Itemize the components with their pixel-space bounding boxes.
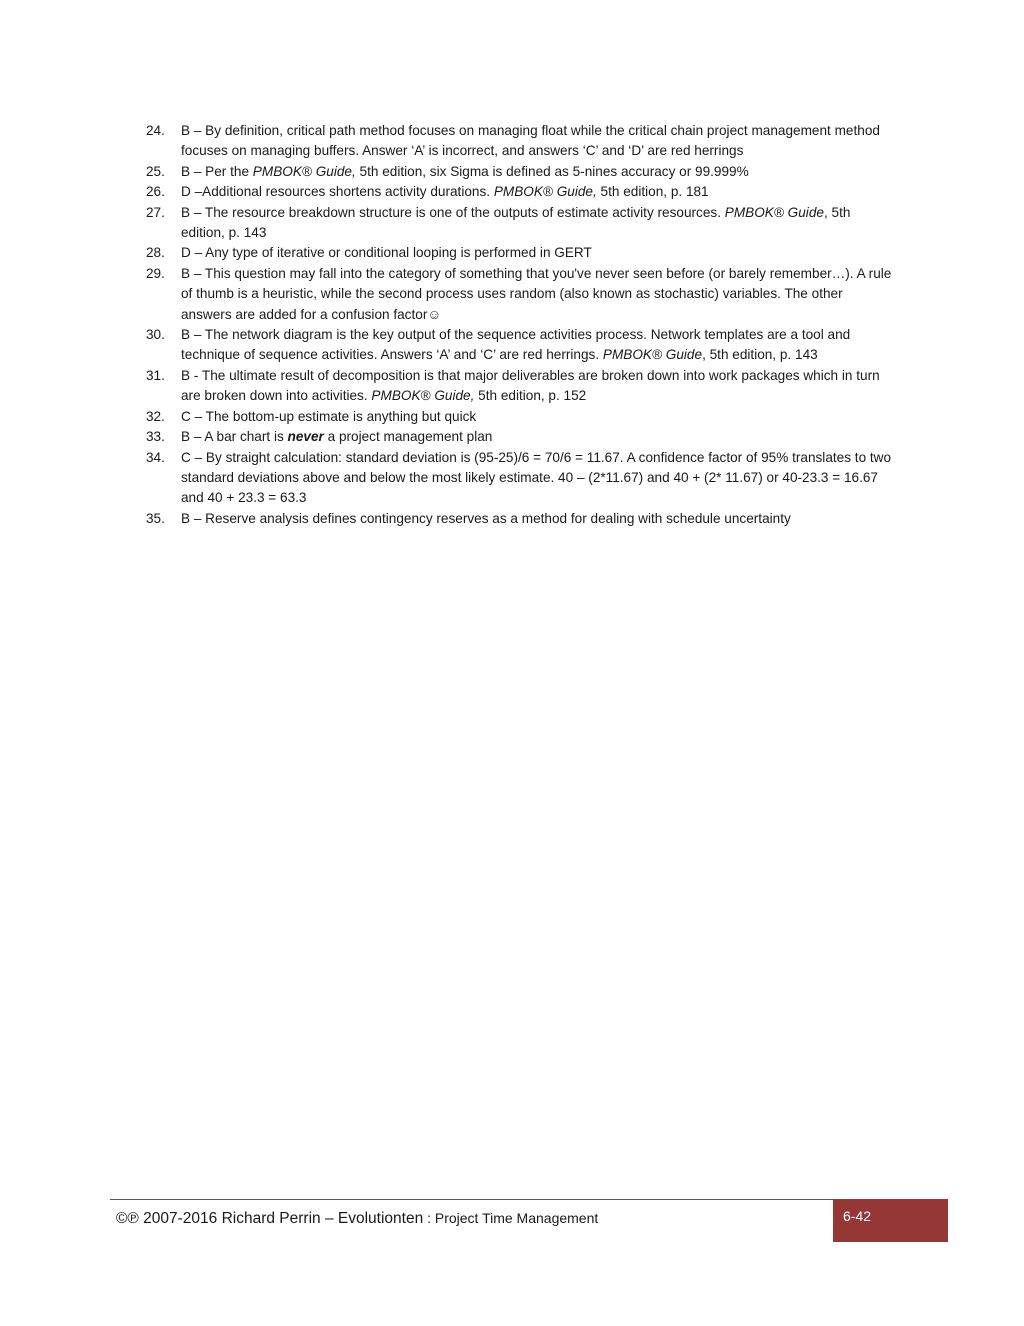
- answer-number: 29.: [146, 265, 165, 281]
- answer-text: [181, 325, 894, 366]
- answer-segment: , 5th edition, p. 143: [181, 204, 851, 241]
- answer-item: [146, 407, 894, 427]
- answer-number: 24.: [146, 123, 165, 138]
- answer-text: [181, 264, 894, 325]
- footer-divider: [110, 1199, 834, 1200]
- answer-segment: B - The ultimate result of decomposition is that major deliverables are broken down into work packages which in turn are broken down into activities.: [181, 367, 880, 404]
- answer-segment: 5th edition, p. 181: [596, 184, 709, 200]
- answer-item: [146, 243, 894, 263]
- answer-number: 30.: [146, 327, 165, 343]
- answer-item: [146, 264, 894, 325]
- answer-segment: 5th edition, six Sigma is defined as 5-nines accuracy or 99.999%: [355, 163, 749, 179]
- answer-text: [181, 203, 894, 244]
- answer-segment: B – A bar chart is: [181, 429, 288, 445]
- answer-number: 34.: [146, 449, 165, 465]
- answer-list: [146, 121, 894, 529]
- answer-segment: B – By definition, critical path method focuses on managing float while the critical chain project management method focuses on managing buffers. Answer ‘A’ is incorrect, and answers ‘C’ and ‘D’ are red herrings: [181, 123, 880, 159]
- answer-segment: 5th edition, p. 152: [474, 388, 587, 404]
- answer-text: [181, 243, 894, 263]
- page-number: 6-42: [843, 1208, 872, 1224]
- answer-number: 31.: [146, 367, 165, 383]
- answer-item: [146, 203, 894, 244]
- citation-text: PMBOK® Guide,: [252, 163, 356, 179]
- answer-item: [146, 427, 894, 447]
- answer-text: [181, 366, 894, 407]
- answer-text: [181, 448, 894, 509]
- answer-number: 33.: [146, 429, 165, 445]
- answer-text: [181, 182, 894, 202]
- answer-item: [146, 121, 894, 162]
- answer-text: [181, 509, 894, 529]
- answer-item: [146, 325, 894, 366]
- citation-text: PMBOK® Guide,: [371, 388, 475, 404]
- answer-item: [146, 162, 894, 182]
- answer-item: [146, 448, 894, 509]
- answer-segment: D – Any type of iterative or conditional looping is performed in GERT: [181, 245, 592, 261]
- footer-copyright: ©℗ 2007-2016 Richard Perrin – Evolutionten: [116, 1210, 424, 1227]
- answer-text: [181, 162, 894, 182]
- citation-text: PMBOK® Guide: [602, 347, 703, 363]
- answer-number: 25.: [146, 163, 165, 179]
- answer-number: 35.: [146, 510, 165, 526]
- citation-text: PMBOK® Guide,: [493, 184, 597, 200]
- footer-subtitle: : Project Time Management: [423, 1210, 599, 1226]
- answer-segment: , 5th edition, p. 143: [702, 347, 818, 363]
- answer-segment: B – This question may fall into the category of something that you've never seen before (or barely remember…). A rule of thumb is a heuristic, while the second process uses random (also known as stochastic) variables. The other answers are added for a confusion factor☺: [181, 265, 892, 322]
- answer-segment: D –Additional resources shortens activity durations.: [181, 184, 494, 200]
- answer-segment: B – The resource breakdown structure is one of the outputs of estimate activity resources.: [181, 204, 725, 220]
- answer-number: 26.: [146, 184, 165, 200]
- citation-text: PMBOK® Guide: [724, 204, 824, 220]
- answer-number: 27.: [146, 204, 165, 220]
- answer-segment: B – The network diagram is the key output of the sequence activities process. Network templates are a tool and technique of sequence activities. Answers ‘A’ and ‘C’ are red herrings.: [181, 327, 851, 363]
- answer-item: [146, 366, 894, 407]
- answer-item: [146, 182, 894, 202]
- answer-number: 28.: [146, 245, 165, 261]
- answer-number: 32.: [146, 408, 165, 424]
- answer-segment: C – The bottom-up estimate is anything but quick: [181, 408, 477, 424]
- footer-text: [116, 1207, 598, 1230]
- answer-segment: B – Reserve analysis defines contingency reserves as a method for dealing with schedule uncertainty: [181, 510, 791, 526]
- answer-segment: B – Per the: [181, 163, 253, 179]
- answer-segment: C – By straight calculation: standard deviation is (95-25)/6 = 70/6 = 11.67. A confidence factor of 95% translates to two standard deviations above and below the most likely estimate. 40 – (2*11.67) and 40 + (2* 11.67) or 40-23.3 = 16.67 and 40 + 23.3 = 63.3: [181, 449, 892, 506]
- answer-segment: a project management plan: [323, 429, 493, 445]
- answer-text: [181, 427, 894, 447]
- answer-text: [181, 407, 894, 427]
- answer-text: [181, 121, 894, 162]
- emphasis-text: never: [287, 429, 324, 445]
- answer-item: [146, 509, 894, 529]
- page-number-box: [833, 1199, 948, 1242]
